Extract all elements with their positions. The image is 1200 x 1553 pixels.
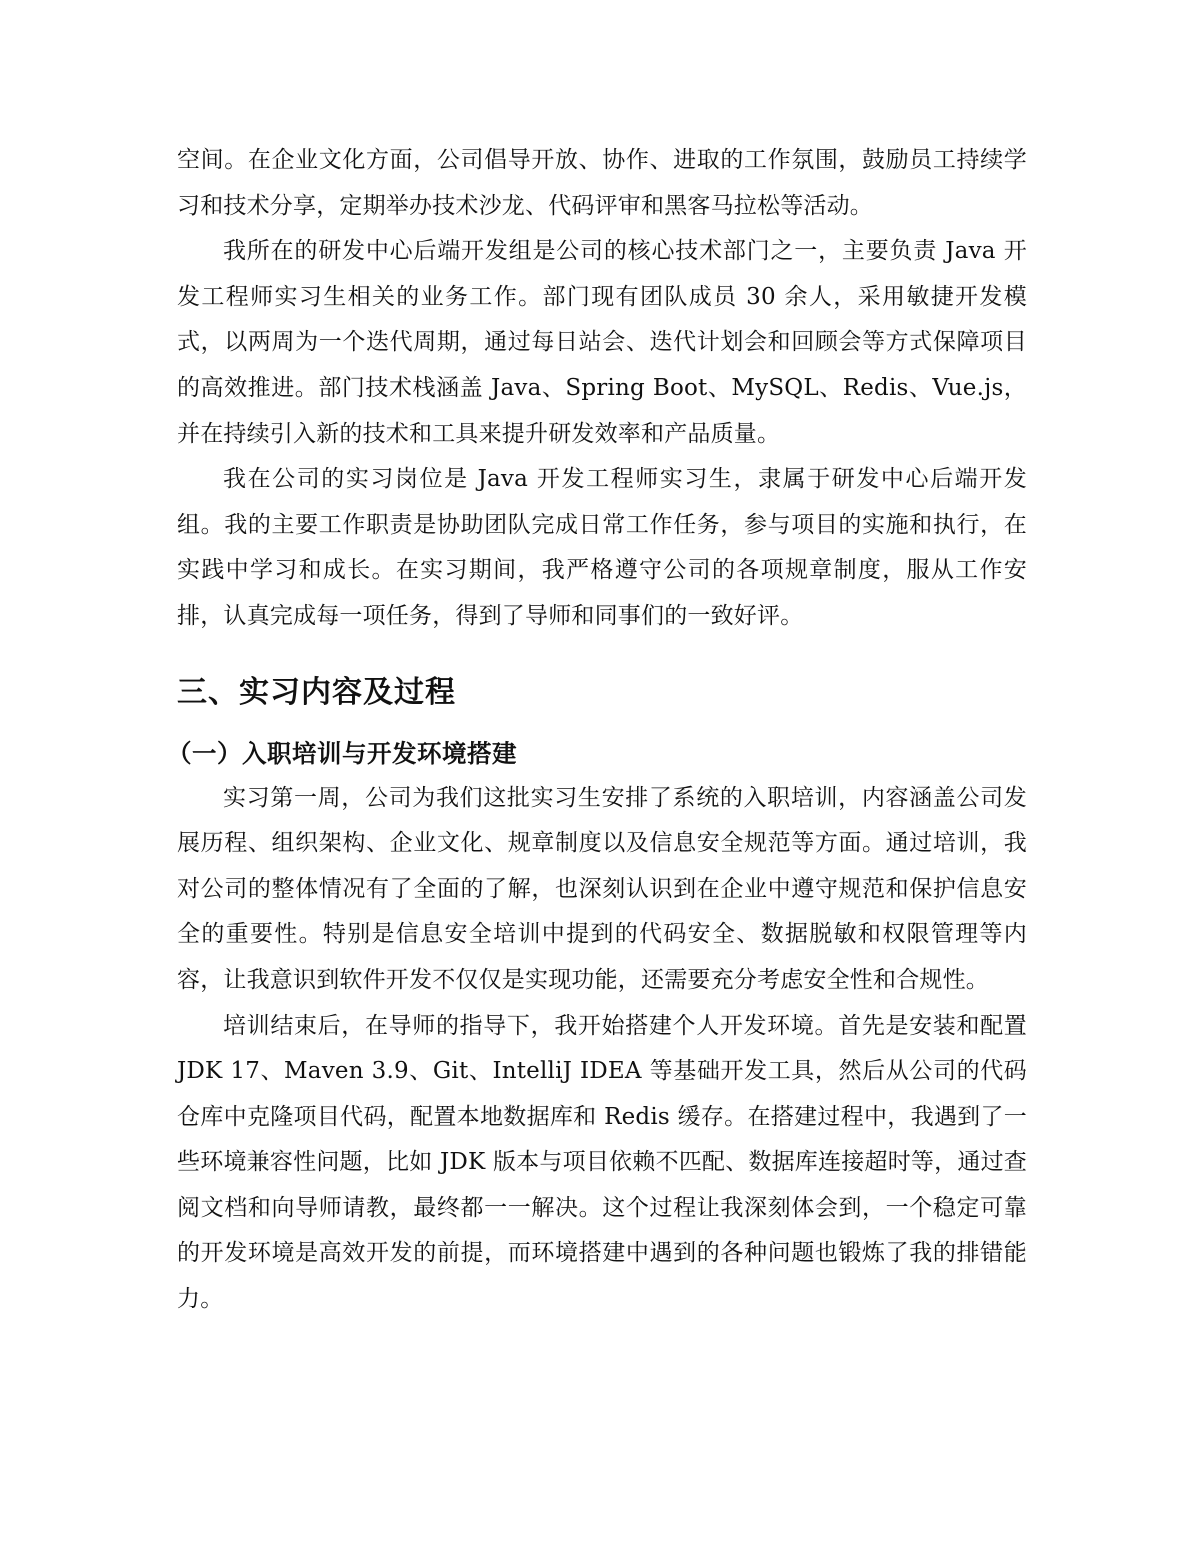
paragraph-onboarding: 实习第一周，公司为我们这批实习生安排了系统的入职培训，内容涵盖公司发展历程、组织架构、企业文化、规章制度以及信息安全规范等方面。通过培训，我对公司的整体情况有了全面的了解，也深刻认识到在企业中遵守规范和保护信息安全的重要性。特别是信息安全培训中提到的代码安全、数据脱敏和权限管理等内容，让我意识到软件开发不仅仅是实现功能，还需要充分考虑安全性和合规性。 — [177, 784, 1027, 993]
section-heading: 三、实习内容及过程 — [177, 674, 456, 710]
paragraph-department: 我所在的研发中心后端开发组是公司的核心技术部门之一，主要负责 Java 开发工程师实习生相关的业务工作。部门现有团队成员 30 余人，采用敏捷开发模式，以两周为一个迭代周期，通过每日站会、迭代计划会和回顾会等方式保障项目的高效推进。部门技术栈涵盖 Java、Spring Boot、MySQL、Redis、Vue.js，并在持续引入新的技术和工具来提升研发效率和产品质量。 — [177, 238, 1027, 447]
paragraph-position: 我在公司的实习岗位是 Java 开发工程师实习生，隶属于研发中心后端开发组。我的主要工作职责是协助团队完成日常工作任务，参与项目的实施和执行，在实践中学习和成长。在实习期间，我严格遵守公司的各项规章制度，服从工作安排，认真完成每一项任务，得到了导师和同事们的一致好评。 — [177, 466, 1027, 629]
paragraph-continuation: 空间。在企业文化方面，公司倡导开放、协作、进取的工作氛围，鼓励员工持续学习和技术分享，定期举办技术沙龙、代码评审和黑客马拉松等活动。 — [177, 147, 1027, 219]
paragraph-environment: 培训结束后，在导师的指导下，我开始搭建个人开发环境。首先是安装和配置 JDK 17、Maven 3.9、Git、IntelliJ IDEA 等基础开发工具，然后从公司的代码仓库中克隆项目代码，配置本地数据库和 Redis 缓存。在搭建过程中，我遇到了一些环境兼容性问题，比如 JDK 版本与项目依赖不匹配、数据库连接超时等，通过查阅文档和向导师请教，最终都一一解决。这个过程让我深刻体会到，一个稳定可靠的开发环境是高效开发的前提，而环境搭建中遇到的各种问题也锻炼了我的排错能力。 — [177, 1012, 1027, 1313]
document-body — [167, 138, 1027, 1323]
subsection-heading: （一）入职培训与开发环境搭建 — [167, 738, 517, 768]
